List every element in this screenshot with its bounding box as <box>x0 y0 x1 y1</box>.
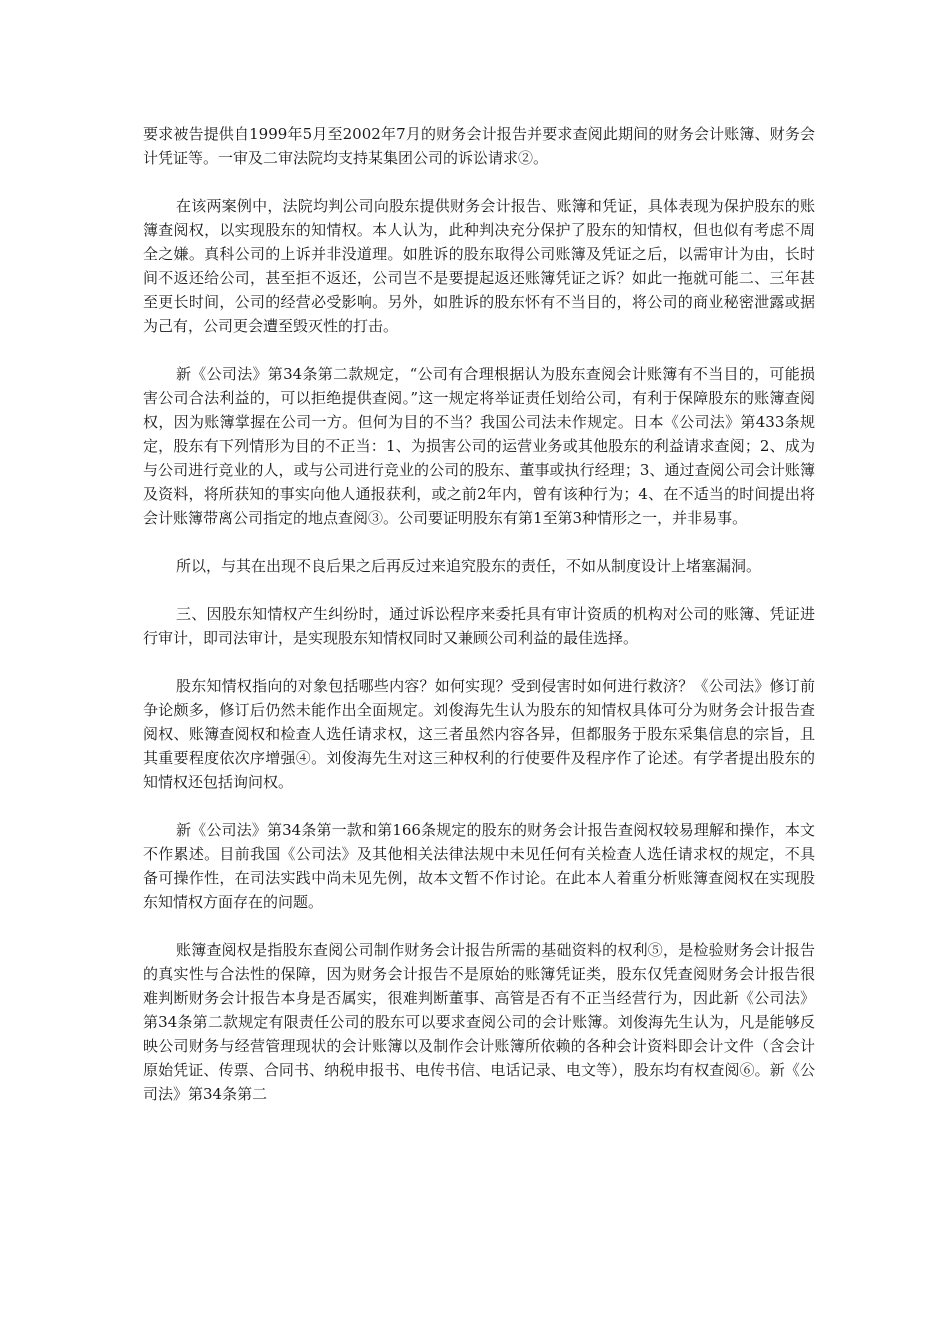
paragraph-5: 三、因股东知情权产生纠纷时，通过诉讼程序来委托具有审计资质的机构对公司的账簿、凭证进行审计，即司法审计，是实现股东知情权同时又兼顾公司利益的最佳选择。 <box>143 605 815 647</box>
paragraph-3: 新《公司法》第34条第二款规定，“公司有合理根据认为股东查阅会计账簿有不当目的，可能损害公司合法利益的，可以拒绝提供查阅。”这一规定将举证责任划给公司，有利于保障股东的账簿查阅权，因为账簿掌握在公司一方。但何为目的不当？我国公司法未作规定。日本《公司法》第433条规定，股东有下列情形为目的不正当：1、为损害公司的运营业务或其他股东的利益请求查阅；2、成为与公司进行竞业的人，或与公司进行竞业的公司的股东、董事或执行经理；3、通过查阅公司会计账簿及资料，将所获知的事实向他人通报获利，或之前2年内，曾有该种行为；4、在不适当的时间提出将会计账簿带离公司指定的地点查阅③。公司要证明股东有第1至第3种情形之一，并非易事。 <box>143 365 815 527</box>
paragraph-4: 所以，与其在出现不良后果之后再反过来追究股东的责任，不如从制度设计上堵塞漏洞。 <box>176 557 762 575</box>
paragraph-6: 股东知情权指向的对象包括哪些内容？如何实现？受到侵害时如何进行救济？《公司法》修订前争论颇多，修订后仍然未能作出全面规定。刘俊海先生认为股东的知情权具体可分为财务会计报告查阅权、账簿查阅权和检查人选任请求权，这三者虽然内容各异，但都服务于股东采集信息的宗旨，且其重要程度依次序增强④。刘俊海先生对这三种权利的行使要件及程序作了论述。有学者提出股东的知情权还包括询问权。 <box>143 677 815 791</box>
document-body <box>143 122 815 1106</box>
paragraph-1: 要求被告提供自1999年5月至2002年7月的财务会计报告并要求查阅此期间的财务会计账簿、财务会计凭证等。一审及二审法院均支持某集团公司的诉讼请求②。 <box>143 125 815 167</box>
paragraph-8: 账簿查阅权是指股东查阅公司制作财务会计报告所需的基础资料的权利⑤，是检验财务会计报告的真实性与合法性的保障，因为财务会计报告不是原始的账簿凭证类，股东仅凭查阅财务会计报告很难判断财务会计报告本身是否属实，很难判断董事、高管是否有不正当经营行为，因此新《公司法》第34条第二款规定有限责任公司的股东可以要求查阅公司的会计账簿。刘俊海先生认为，凡是能够反映公司财务与经营管理现状的会计账簿以及制作会计账簿所依赖的各种会计资料即会计文件（含会计原始凭证、传票、合同书、纳税申报书、电传书信、电话记录、电文等），股东均有权查阅⑥。新《公司法》第34条第二 <box>143 941 815 1103</box>
paragraph-7: 新《公司法》第34条第一款和第166条规定的股东的财务会计报告查阅权较易理解和操作，本文不作累述。目前我国《公司法》及其他相关法律法规中未见任何有关检查人选任请求权的规定，不具备可操作性，在司法实践中尚未见先例，故本文暂不作讨论。在此本人着重分析账簿查阅权在实现股东知情权方面存在的问题。 <box>143 821 815 911</box>
paragraph-2: 在该两案例中，法院均判公司向股东提供财务会计报告、账簿和凭证，具体表现为保护股东的账簿查阅权，以实现股东的知情权。本人认为，此种判决充分保护了股东的知情权，但也似有考虑不周全之嫌。真科公司的上诉并非没道理。如胜诉的股东取得公司账簿及凭证之后，以需审计为由，长时间不返还给公司，甚至拒不返还，公司岂不是要提起返还账簿凭证之诉？如此一拖就可能二、三年甚至更长时间，公司的经营必受影响。另外，如胜诉的股东怀有不当目的，将公司的商业秘密泄露或据为己有，公司更会遭至毁灭性的打击。 <box>143 197 815 335</box>
